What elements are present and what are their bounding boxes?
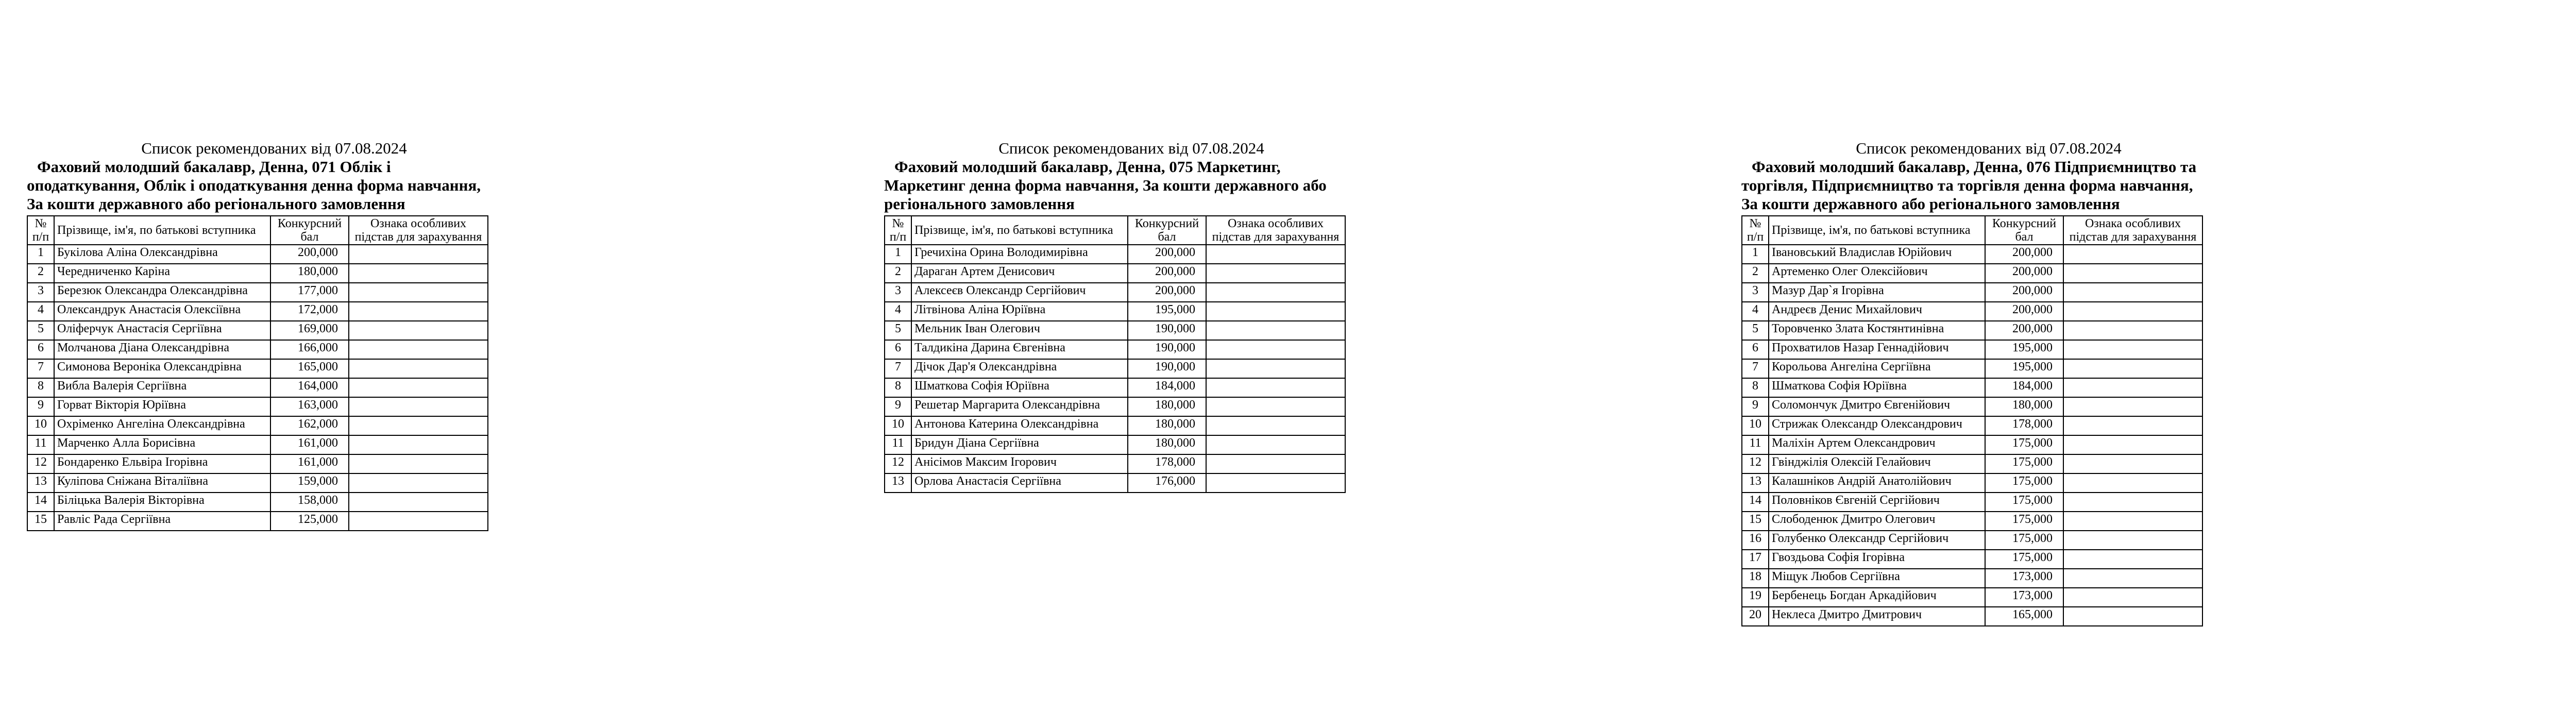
competitive-score: 178,000: [1985, 416, 2063, 435]
column-header-score: Конкурсний бал: [270, 216, 349, 245]
recommended-table: [1741, 215, 2203, 626]
row-number: 12: [885, 454, 911, 473]
row-number: 13: [885, 473, 911, 493]
special-grounds: [2063, 569, 2202, 588]
table-row: [27, 245, 488, 264]
heading-line: Маркетинг денна форма навчання, За кошти державного або: [884, 176, 1327, 194]
applicant-name: Бондаренко Ельвіра Ігорівна: [54, 454, 270, 473]
competitive-score: 200,000: [270, 245, 349, 264]
heading-line: регіонального замовлення: [884, 195, 1075, 213]
table-row: [1742, 359, 2202, 378]
competitive-score: 190,000: [1128, 340, 1206, 359]
applicant-name: Голубенко Олександр Сергійович: [1769, 531, 1985, 550]
special-grounds: [2063, 550, 2202, 569]
applicant-name: Соломончук Дмитро Євгенійович: [1769, 397, 1985, 416]
special-grounds: [349, 378, 488, 397]
special-grounds: [1206, 435, 1345, 454]
table-row: [1742, 321, 2202, 340]
heading-line: За кошти державного або регіонального замовлення: [27, 195, 405, 213]
row-number: 6: [27, 340, 54, 359]
special-grounds: [2063, 416, 2202, 435]
row-number: 7: [1742, 359, 1769, 378]
competitive-score: 178,000: [1128, 454, 1206, 473]
column-header-num: № п/п: [27, 216, 54, 245]
row-number: 1: [27, 245, 54, 264]
row-number: 2: [1742, 264, 1769, 283]
competitive-score: 200,000: [1128, 245, 1206, 264]
special-grounds: [2063, 435, 2202, 454]
applicant-name: Артеменко Олег Олексійович: [1769, 264, 1985, 283]
table-row: [1742, 435, 2202, 454]
applicant-name: Неклеса Дмитро Дмитрович: [1769, 607, 1985, 626]
program-heading: [1741, 158, 2257, 213]
table-row: [27, 302, 488, 321]
table-row: [1742, 569, 2202, 588]
applicant-name: Шматкова Софія Юріївна: [911, 378, 1128, 397]
table-row: [27, 493, 488, 512]
table-row: [1742, 454, 2202, 473]
competitive-score: 175,000: [1985, 531, 2063, 550]
special-grounds: [1206, 245, 1345, 264]
table-row: [885, 340, 1345, 359]
competitive-score: 161,000: [270, 454, 349, 473]
recommended-table: [884, 215, 1346, 493]
row-number: 2: [885, 264, 911, 283]
applicant-name: Гвоздьова Софія Ігорівна: [1769, 550, 1985, 569]
column-header-name: Прізвище, ім'я, по батькові вступника: [1769, 216, 1985, 245]
special-grounds: [2063, 340, 2202, 359]
row-number: 8: [1742, 378, 1769, 397]
competitive-score: 175,000: [1985, 454, 2063, 473]
header-row: [885, 216, 1345, 245]
competitive-score: 180,000: [1985, 397, 2063, 416]
list-date: Список рекомендованих від 07.08.2024: [998, 139, 1264, 157]
sheet-075: [884, 139, 1389, 493]
applicant-name: Букілова Аліна Олександрівна: [54, 245, 270, 264]
row-number: 7: [27, 359, 54, 378]
table-row: [27, 512, 488, 531]
row-number: 6: [1742, 340, 1769, 359]
table-row: [27, 283, 488, 302]
row-number: 16: [1742, 531, 1769, 550]
table-row: [1742, 245, 2202, 264]
row-number: 5: [27, 321, 54, 340]
row-number: 9: [885, 397, 911, 416]
competitive-score: 190,000: [1128, 321, 1206, 340]
row-number: 4: [27, 302, 54, 321]
table-row: [885, 454, 1345, 473]
applicant-name: Дараган Артем Денисович: [911, 264, 1128, 283]
row-number: 4: [885, 302, 911, 321]
sheet-076: [1741, 139, 2246, 626]
applicant-name: Шматкова Софія Юріївна: [1769, 378, 1985, 397]
special-grounds: [349, 416, 488, 435]
program-heading: [884, 158, 1399, 213]
row-number: 15: [1742, 512, 1769, 531]
table-row: [1742, 340, 2202, 359]
column-header-num: № п/п: [1742, 216, 1769, 245]
list-date: Список рекомендованих від 07.08.2024: [1856, 139, 2122, 157]
competitive-score: 180,000: [1128, 397, 1206, 416]
special-grounds: [349, 473, 488, 493]
table-row: [27, 397, 488, 416]
row-number: 10: [885, 416, 911, 435]
column-header-num: № п/п: [885, 216, 911, 245]
row-number: 7: [885, 359, 911, 378]
applicant-name: Олександрук Анастасія Олексіївна: [54, 302, 270, 321]
table-row: [885, 264, 1345, 283]
heading-line: торгівля, Підприємництво та торгівля денна форма навчання,: [1741, 176, 2193, 194]
competitive-score: 184,000: [1985, 378, 2063, 397]
competitive-score: 200,000: [1985, 264, 2063, 283]
special-grounds: [349, 454, 488, 473]
table-row: [1742, 473, 2202, 493]
applicant-name: Антонова Катерина Олександрівна: [911, 416, 1128, 435]
competitive-score: 180,000: [270, 264, 349, 283]
competitive-score: 200,000: [1985, 245, 2063, 264]
competitive-score: 176,000: [1128, 473, 1206, 493]
special-grounds: [2063, 321, 2202, 340]
column-header-score: Конкурсний бал: [1128, 216, 1206, 245]
competitive-score: 180,000: [1128, 416, 1206, 435]
applicant-name: Торовченко Злата Костянтинівна: [1769, 321, 1985, 340]
row-number: 6: [885, 340, 911, 359]
competitive-score: 200,000: [1985, 321, 2063, 340]
table-row: [885, 321, 1345, 340]
special-grounds: [349, 493, 488, 512]
competitive-score: 161,000: [270, 435, 349, 454]
applicant-name: Молчанова Діана Олександрівна: [54, 340, 270, 359]
special-grounds: [349, 435, 488, 454]
applicant-name: Половніков Євгеній Сергійович: [1769, 493, 1985, 512]
header-row: [27, 216, 488, 245]
competitive-score: 195,000: [1985, 359, 2063, 378]
special-grounds: [1206, 264, 1345, 283]
row-number: 5: [885, 321, 911, 340]
competitive-score: 184,000: [1128, 378, 1206, 397]
row-number: 2: [27, 264, 54, 283]
special-grounds: [349, 340, 488, 359]
table-row: [1742, 588, 2202, 607]
applicant-name: Симонова Вероніка Олександрівна: [54, 359, 270, 378]
special-grounds: [2063, 493, 2202, 512]
row-number: 15: [27, 512, 54, 531]
row-number: 1: [1742, 245, 1769, 264]
header-row: [1742, 216, 2202, 245]
row-number: 17: [1742, 550, 1769, 569]
applicant-name: Марченко Алла Борисівна: [54, 435, 270, 454]
table-row: [27, 473, 488, 493]
competitive-score: 173,000: [1985, 588, 2063, 607]
row-number: 12: [1742, 454, 1769, 473]
special-grounds: [2063, 302, 2202, 321]
column-header-name: Прізвище, ім'я, по батькові вступника: [54, 216, 270, 245]
applicant-name: Оліферчук Анастасія Сергіївна: [54, 321, 270, 340]
competitive-score: 175,000: [1985, 435, 2063, 454]
competitive-score: 200,000: [1128, 283, 1206, 302]
row-number: 8: [27, 378, 54, 397]
special-grounds: [349, 321, 488, 340]
competitive-score: 175,000: [1985, 550, 2063, 569]
column-header-grounds: Ознака особливих підстав для зарахування: [349, 216, 488, 245]
competitive-score: 169,000: [270, 321, 349, 340]
applicant-name: Решетар Маргарита Олександрівна: [911, 397, 1128, 416]
row-number: 8: [885, 378, 911, 397]
row-number: 9: [1742, 397, 1769, 416]
applicant-name: Дічок Дар'я Олександрівна: [911, 359, 1128, 378]
table-row: [885, 283, 1345, 302]
special-grounds: [2063, 607, 2202, 626]
applicant-name: Орлова Анастасія Сергіївна: [911, 473, 1128, 493]
table-row: [1742, 283, 2202, 302]
applicant-name: Гречихіна Орина Володимирівна: [911, 245, 1128, 264]
table-row: [1742, 264, 2202, 283]
special-grounds: [349, 245, 488, 264]
row-number: 11: [885, 435, 911, 454]
recommended-table: [27, 215, 488, 531]
row-number: 20: [1742, 607, 1769, 626]
table-row: [27, 454, 488, 473]
special-grounds: [2063, 454, 2202, 473]
table-row: [885, 359, 1345, 378]
sheet-071: [27, 139, 532, 531]
applicant-name: Міщук Любов Сергіївна: [1769, 569, 1985, 588]
special-grounds: [2063, 283, 2202, 302]
special-grounds: [349, 264, 488, 283]
applicant-name: Гвінджілія Олексій Гелайович: [1769, 454, 1985, 473]
column-header-grounds: Ознака особливих підстав для зарахування: [1206, 216, 1345, 245]
heading-line: За кошти державного або регіонального замовлення: [1741, 195, 2120, 213]
competitive-score: 163,000: [270, 397, 349, 416]
row-number: 10: [27, 416, 54, 435]
special-grounds: [2063, 264, 2202, 283]
competitive-score: 195,000: [1985, 340, 2063, 359]
row-number: 1: [885, 245, 911, 264]
applicant-name: Маліхін Артем Олександрович: [1769, 435, 1985, 454]
special-grounds: [349, 302, 488, 321]
competitive-score: 177,000: [270, 283, 349, 302]
table-row: [885, 302, 1345, 321]
applicant-name: Калашніков Андрій Анатолійович: [1769, 473, 1985, 493]
row-number: 3: [885, 283, 911, 302]
heading-line: Фаховий молодший бакалавр, Денна, 076 Підприємництво та: [1752, 158, 2197, 176]
special-grounds: [1206, 416, 1345, 435]
special-grounds: [2063, 359, 2202, 378]
row-number: 3: [1742, 283, 1769, 302]
row-number: 14: [1742, 493, 1769, 512]
applicant-name: Вибла Валерія Сергіївна: [54, 378, 270, 397]
special-grounds: [349, 359, 488, 378]
applicant-name: Равліс Рада Сергіївна: [54, 512, 270, 531]
competitive-score: 165,000: [270, 359, 349, 378]
competitive-score: 175,000: [1985, 493, 2063, 512]
applicant-name: Чередниченко Каріна: [54, 264, 270, 283]
table-row: [1742, 397, 2202, 416]
special-grounds: [2063, 531, 2202, 550]
special-grounds: [2063, 473, 2202, 493]
special-grounds: [349, 283, 488, 302]
table-row: [1742, 531, 2202, 550]
competitive-score: 200,000: [1128, 264, 1206, 283]
competitive-score: 200,000: [1985, 283, 2063, 302]
applicant-name: Охріменко Ангеліна Олександрівна: [54, 416, 270, 435]
applicant-name: Андреєв Денис Михайлович: [1769, 302, 1985, 321]
table-row: [1742, 302, 2202, 321]
row-number: 18: [1742, 569, 1769, 588]
row-number: 13: [27, 473, 54, 493]
competitive-score: 172,000: [270, 302, 349, 321]
table-row: [885, 435, 1345, 454]
applicant-name: Слободенюк Дмитро Олегович: [1769, 512, 1985, 531]
special-grounds: [1206, 359, 1345, 378]
table-row: [27, 416, 488, 435]
row-number: 14: [27, 493, 54, 512]
special-grounds: [1206, 454, 1345, 473]
competitive-score: 164,000: [270, 378, 349, 397]
applicant-name: Березюк Олександра Олександрівна: [54, 283, 270, 302]
applicant-name: Алексеєв Олександр Сергійович: [911, 283, 1128, 302]
special-grounds: [1206, 340, 1345, 359]
column-header-score: Конкурсний бал: [1985, 216, 2063, 245]
table-row: [885, 416, 1345, 435]
table-row: [27, 321, 488, 340]
heading-line: оподаткування, Облік і оподаткування денна форма навчання,: [27, 176, 481, 194]
row-number: 19: [1742, 588, 1769, 607]
competitive-score: 125,000: [270, 512, 349, 531]
applicant-name: Мазур Дар`я Ігорівна: [1769, 283, 1985, 302]
column-header-name: Прізвище, ім'я, по батькові вступника: [911, 216, 1128, 245]
special-grounds: [1206, 321, 1345, 340]
row-number: 9: [27, 397, 54, 416]
row-number: 11: [27, 435, 54, 454]
row-number: 13: [1742, 473, 1769, 493]
special-grounds: [349, 512, 488, 531]
table-row: [885, 245, 1345, 264]
special-grounds: [2063, 397, 2202, 416]
row-number: 5: [1742, 321, 1769, 340]
competitive-score: 200,000: [1985, 302, 2063, 321]
applicant-name: Біліцька Валерія Вікторівна: [54, 493, 270, 512]
competitive-score: 159,000: [270, 473, 349, 493]
row-number: 4: [1742, 302, 1769, 321]
special-grounds: [1206, 378, 1345, 397]
applicant-name: Літвінова Аліна Юріївна: [911, 302, 1128, 321]
applicant-name: Івановський Владислав Юрійович: [1769, 245, 1985, 264]
table-row: [27, 359, 488, 378]
special-grounds: [1206, 302, 1345, 321]
special-grounds: [2063, 512, 2202, 531]
competitive-score: 158,000: [270, 493, 349, 512]
list-date: Список рекомендованих від 07.08.2024: [141, 139, 407, 157]
special-grounds: [1206, 397, 1345, 416]
table-row: [885, 397, 1345, 416]
competitive-score: 190,000: [1128, 359, 1206, 378]
applicant-name: Корольова Ангеліна Сергіївна: [1769, 359, 1985, 378]
special-grounds: [2063, 378, 2202, 397]
table-row: [1742, 550, 2202, 569]
table-row: [1742, 378, 2202, 397]
table-row: [1742, 512, 2202, 531]
row-number: 12: [27, 454, 54, 473]
applicant-name: Бридун Діана Сергіївна: [911, 435, 1128, 454]
competitive-score: 195,000: [1128, 302, 1206, 321]
applicant-name: Горват Вікторія Юріївна: [54, 397, 270, 416]
table-row: [1742, 416, 2202, 435]
table-row: [27, 378, 488, 397]
table-row: [27, 264, 488, 283]
special-grounds: [2063, 588, 2202, 607]
competitive-score: 173,000: [1985, 569, 2063, 588]
special-grounds: [2063, 245, 2202, 264]
table-row: [1742, 493, 2202, 512]
table-row: [27, 435, 488, 454]
competitive-score: 175,000: [1985, 512, 2063, 531]
row-number: 11: [1742, 435, 1769, 454]
heading-line: Фаховий молодший бакалавр, Денна, 071 Облік і: [37, 158, 391, 176]
applicant-name: Талдикіна Дарина Євгенівна: [911, 340, 1128, 359]
competitive-score: 165,000: [1985, 607, 2063, 626]
applicant-name: Мельник Іван Олегович: [911, 321, 1128, 340]
applicant-name: Куліпова Сніжана Віталіївна: [54, 473, 270, 493]
competitive-score: 162,000: [270, 416, 349, 435]
applicant-name: Прохватилов Назар Геннадійович: [1769, 340, 1985, 359]
column-header-grounds: Ознака особливих підстав для зарахування: [2063, 216, 2202, 245]
table-row: [885, 473, 1345, 493]
table-row: [885, 378, 1345, 397]
table-row: [27, 340, 488, 359]
competitive-score: 180,000: [1128, 435, 1206, 454]
applicant-name: Бербенець Богдан Аркадійович: [1769, 588, 1985, 607]
special-grounds: [1206, 283, 1345, 302]
applicant-name: Стрижак Олександр Олександрович: [1769, 416, 1985, 435]
row-number: 3: [27, 283, 54, 302]
row-number: 10: [1742, 416, 1769, 435]
special-grounds: [349, 397, 488, 416]
heading-line: Фаховий молодший бакалавр, Денна, 075 Маркетинг,: [894, 158, 1281, 176]
program-heading: [27, 158, 542, 213]
applicant-name: Анісімов Максим Ігорович: [911, 454, 1128, 473]
competitive-score: 166,000: [270, 340, 349, 359]
special-grounds: [1206, 473, 1345, 493]
table-row: [1742, 607, 2202, 626]
competitive-score: 175,000: [1985, 473, 2063, 493]
